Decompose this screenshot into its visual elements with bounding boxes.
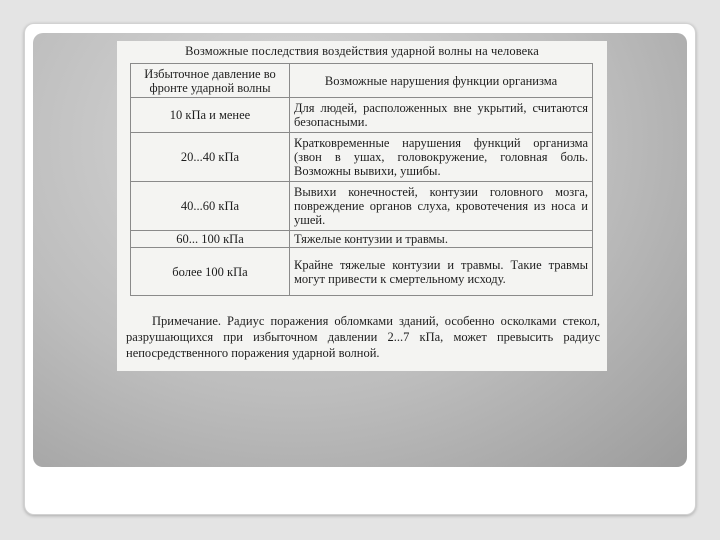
document-note: Примечание. Радиус поражения обломками зданий, особенно осколками стекол, разрушающихся при избыточном давлении 2...7 кПа, может превысить радиус непосредственного поражения ударной волной. [126,314,600,360]
scanned-document [117,41,607,371]
pressure-cell: 60... 100 кПа [131,231,290,248]
effects-table [130,63,593,296]
document-title: Возможные последствия воздействия ударной волны на человека [185,44,539,58]
pressure-cell: 40...60 кПа [131,182,290,231]
slide-content-panel [33,33,687,467]
table-row [131,98,593,133]
table-header-row [131,64,593,98]
pressure-cell: 20...40 кПа [131,133,290,182]
effect-cell: Крайне тяжелые контузии и травмы. Такие травмы могут привести к смертельному исходу. [290,248,593,296]
effect-cell: Кратковременные нарушения функций организма (звон в ушах, головокружение, головная боль. Возможны вывихи, ушибы. [290,133,593,182]
table-row [131,231,593,248]
column-header-effects: Возможные нарушения функции организма [290,64,593,98]
table-row [131,248,593,296]
slide [24,23,696,515]
pressure-cell: более 100 кПа [131,248,290,296]
effect-cell: Тяжелые контузии и травмы. [290,231,593,248]
effect-cell: Для людей, расположенных вне укрытий, считаются безопасными. [290,98,593,133]
table-row [131,182,593,231]
effect-cell: Вывихи конечностей, контузии головного мозга, повреждение органов слуха, кровотечения из носа и ушей. [290,182,593,231]
table-row [131,133,593,182]
column-header-pressure: Избыточное давление во фронте ударной волны [131,64,290,98]
pressure-cell: 10 кПа и менее [131,98,290,133]
